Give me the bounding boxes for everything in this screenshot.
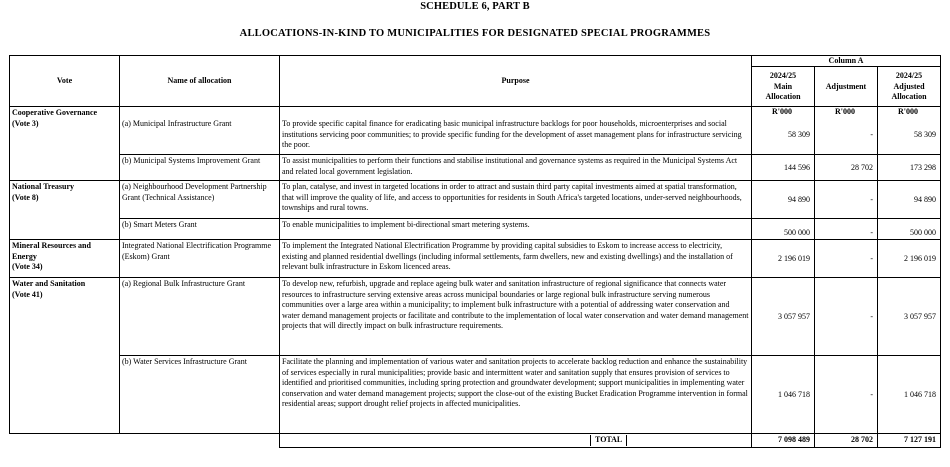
adjusted-allocation-label-1: Adjusted xyxy=(893,81,925,91)
schedule-heading: SCHEDULE 6, PART B xyxy=(420,1,530,12)
main-allocation-value: 144 596 xyxy=(752,155,815,181)
total-adjustment: 28 702 xyxy=(815,434,878,447)
vote-column-header: Vote xyxy=(10,56,120,107)
main-allocation-value: 94 890 xyxy=(752,181,815,219)
vote-cell-national-treasury: National Treasury (Vote 8) xyxy=(10,181,120,240)
purpose-text: To assist municipalities to perform their functions and stabilise institutional and governance systems as required in the Municipal Systems Act and related local government legislation. xyxy=(280,155,752,181)
purpose-text: To enable municipalities to implement bi-directional smart metering systems. xyxy=(280,219,752,240)
unit-label: R'000 xyxy=(898,107,918,117)
total-main-allocation: 7 098 489 xyxy=(752,434,815,447)
adjusted-allocation-value: 94 890 xyxy=(878,181,941,219)
adjustment-value: 28 702 xyxy=(815,155,878,181)
column-a-group-header: Column A xyxy=(752,56,941,67)
adjusted-allocation-label-2: Allocation xyxy=(891,92,927,102)
main-allocation-value: 3 057 957 xyxy=(752,278,815,356)
vote-cell-cooperative-governance: Cooperative Governance (Vote 3) xyxy=(10,107,120,181)
document-title: ALLOCATIONS-IN-KIND TO MUNICIPALITIES FOR DESIGNATED SPECIAL PROGRAMMES xyxy=(239,28,711,39)
adjustment-value: - xyxy=(815,278,878,356)
allocation-name: (b) Smart Meters Grant xyxy=(120,219,280,240)
allocation-name: (b) Water Services Infrastructure Grant xyxy=(120,356,280,434)
total-label: TOTAL xyxy=(280,434,752,447)
main-allocation-value: 2 196 019 xyxy=(752,240,815,278)
adjusted-allocation-value: 3 057 957 xyxy=(878,278,941,356)
adjustment-value: - xyxy=(815,181,878,219)
adjustment-header: Adjustment xyxy=(815,67,878,107)
adjustment-value: - xyxy=(815,240,878,278)
main-allocation-label-2: Allocation xyxy=(765,92,801,102)
adjustment-value: R'000 - xyxy=(815,107,878,155)
total-spacer xyxy=(120,434,280,447)
allocation-name: (a) Regional Bulk Infrastructure Grant xyxy=(120,278,280,356)
main-allocation-header xyxy=(752,67,815,107)
main-allocation-value: 500 000 xyxy=(752,219,815,240)
adjusted-allocation-header xyxy=(878,67,941,107)
allocation-name: (a) Neighbourhood Development Partnership Grant (Technical Assistance) xyxy=(120,181,280,219)
adjusted-allocation-value: 1 046 718 xyxy=(878,356,941,434)
main-allocation-year: 2024/25 xyxy=(769,71,797,81)
unit-label: R'000 xyxy=(835,107,855,117)
adjusted-allocation-value: R'000 58 309 xyxy=(878,107,941,155)
adjusted-allocation-year: 2024/25 xyxy=(895,71,923,81)
total-spacer xyxy=(10,434,120,447)
purpose-text: Facilitate the planning and implementation of various water and sanitation projects to accelerate backlog reduction and enhance the sustainability of services especially in rural municipalities; provide basic and intermittent water and sanitation supply that ensures provision of services to identified and prioritised communities, including spring protection and groundwater development; support municipalities in implementing water conservation and water demand management projects; support the close-out of the existing Bucket Eradication Programme intervention in formal residential areas; support drought relief projects in affected municipalities. xyxy=(280,356,752,434)
adjusted-allocation-value: 500 000 xyxy=(878,219,941,240)
main-allocation-value: 1 046 718 xyxy=(752,356,815,434)
purpose-text: To provide specific capital finance for eradicating basic municipal infrastructure backlogs for poor households, microenterprises and social institutions servicing poor communities; to provide specific funding for the development of asset management plans for infrastructure servicing the poor. xyxy=(280,107,752,155)
vote-cell-water-sanitation: Water and Sanitation (Vote 41) xyxy=(10,278,120,434)
main-allocation-label-1: Main xyxy=(773,81,793,91)
allocation-column-header: Name of allocation xyxy=(120,56,280,107)
purpose-text: To plan, catalyse, and invest in targeted locations in order to attract and sustain third party capital investments aimed at spatial transformation, that will improve the quality of life, and access to opportunities for residents in South Africa's targeted locations, under-served neighbourhoods, townships and rural towns. xyxy=(280,181,752,219)
adjusted-allocation-value: 2 196 019 xyxy=(878,240,941,278)
purpose-text: To implement the Integrated National Electrification Programme by providing capital subsidies to Eskom to increase access to electricity, existing and planned residential dwellings (including informal settlements, farm dwellers, new and existing dwellings) and the installation of relevant bulk infrastructure in Eskom licenced areas. xyxy=(280,240,752,278)
purpose-text: To develop new, refurbish, upgrade and replace ageing bulk water and sanitation infrastructure of regional significance that connects water resources to infrastructure serving extensive areas across municipal boundaries or large regional bulk infrastructure serving numerous communities over a large area within a municipality; to implement bulk infrastructure with a potential of addressing water conservation and water demand management projects or facilitate and contribute to the implementation of local water conservation and water demand management projects that will directly impact on bulk infrastructure requirements. xyxy=(280,278,752,356)
purpose-column-header: Purpose xyxy=(280,56,752,107)
adjustment-value: - xyxy=(815,219,878,240)
adjustment-value: - xyxy=(815,356,878,434)
adjusted-allocation-value: 173 298 xyxy=(878,155,941,181)
vote-cell-mineral-resources: Mineral Resources and Energy (Vote 34) xyxy=(10,240,120,278)
allocation-name: Integrated National Electrification Programme (Eskom) Grant xyxy=(120,240,280,278)
main-allocation-value: R'000 58 309 xyxy=(752,107,815,155)
allocation-name: (b) Municipal Systems Improvement Grant xyxy=(120,155,280,181)
allocation-name: (a) Municipal Infrastructure Grant xyxy=(120,107,280,155)
allocations-table xyxy=(9,55,941,448)
unit-label: R'000 xyxy=(772,107,792,117)
total-adjusted-allocation: 7 127 191 xyxy=(878,434,941,447)
